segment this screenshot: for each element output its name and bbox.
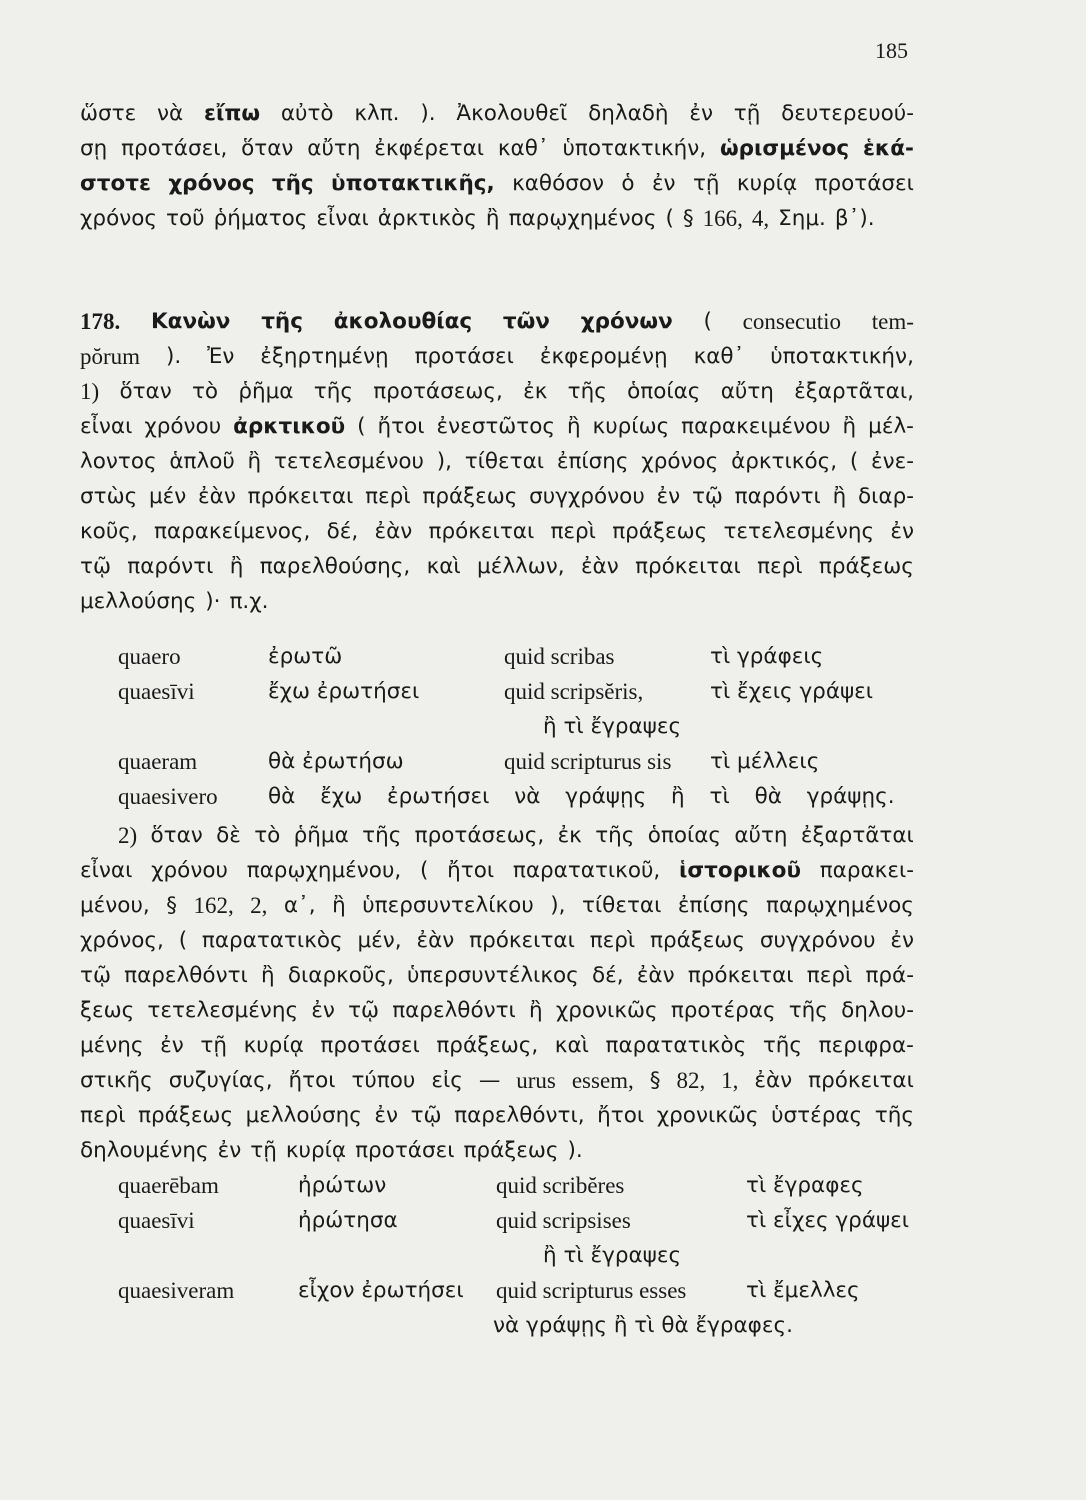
word: σῃ xyxy=(80,136,108,161)
word: δέ, xyxy=(326,519,359,544)
word: ὑποτακτικήν, xyxy=(562,136,707,161)
word: εἶναι xyxy=(80,414,133,439)
text-line xyxy=(80,339,914,374)
word: τετελεσμένης xyxy=(723,519,875,544)
word: π.χ. xyxy=(229,589,269,614)
example-gr: ἐρωτῶ xyxy=(268,644,343,669)
word: ). xyxy=(420,101,436,126)
example-table-2 xyxy=(118,1168,914,1343)
word: μένης xyxy=(80,1033,144,1058)
word: παρελθόντι, xyxy=(454,1103,585,1128)
word: χρόνος, xyxy=(80,928,164,953)
word: ( xyxy=(849,449,859,474)
word: Ἐν xyxy=(207,344,235,369)
word: ὁποίας xyxy=(627,379,701,404)
word: καὶ xyxy=(554,1033,589,1058)
word: ἀρκτικός, xyxy=(731,449,838,474)
word: τῆς xyxy=(595,823,635,848)
word: παρῳχημένος xyxy=(508,206,657,231)
word: διαρ- xyxy=(857,484,914,509)
word: παρακείμενος, xyxy=(153,519,311,544)
text-line xyxy=(80,479,914,514)
text-line xyxy=(80,201,914,236)
word: τῷ xyxy=(80,963,111,988)
text-line xyxy=(80,1063,914,1098)
word: pŏrum xyxy=(80,344,141,369)
word: ἑκά- xyxy=(862,136,914,161)
word: συγχρόνου xyxy=(529,484,645,509)
example-tr: τὶ ἔχεις γράψει xyxy=(710,679,874,704)
word: τῆς xyxy=(874,1103,914,1128)
word: δηλου- xyxy=(841,998,914,1023)
text-line xyxy=(80,304,914,339)
word: ἁπλοῦ xyxy=(169,449,235,474)
word: δέ, xyxy=(591,963,624,988)
text-line xyxy=(80,818,914,853)
word: πράξεως xyxy=(138,1103,234,1128)
word: ἐν xyxy=(689,101,713,126)
word: ὑστέρας xyxy=(771,1103,863,1128)
word: πρόκειται xyxy=(247,484,354,509)
word: κοῦς, xyxy=(80,519,138,544)
example-tr: τὶ γράφεις xyxy=(710,644,824,669)
word: περὶ xyxy=(365,484,411,509)
paragraph-178 xyxy=(80,304,914,619)
word: χρονικῶς xyxy=(555,998,658,1023)
word: καθ᾽ xyxy=(497,136,549,161)
word: ἢ xyxy=(485,206,500,231)
word: ἐν xyxy=(217,1138,242,1163)
word: ἢ xyxy=(842,414,857,439)
word: δευτερευού- xyxy=(781,101,914,126)
word: εἶναι xyxy=(316,206,369,231)
word: ὑποτακτικῆς, xyxy=(331,171,495,196)
word: τοῦ xyxy=(166,206,205,231)
example-gr: ἠρώτων xyxy=(298,1173,387,1198)
word: ἐκ xyxy=(557,823,582,848)
word: ἐν xyxy=(656,484,681,509)
word: περὶ xyxy=(589,928,636,953)
text-line xyxy=(80,958,914,993)
word: 1, xyxy=(721,1068,739,1093)
word: τὸ xyxy=(254,823,281,848)
word: ἢ xyxy=(247,449,262,474)
word: ξεως xyxy=(80,998,135,1023)
word: μέλ- xyxy=(868,414,914,439)
text-line xyxy=(80,166,914,201)
word: ἐν xyxy=(374,1103,399,1128)
word: κυρίᾳ xyxy=(285,1138,347,1163)
word: ἤτοι xyxy=(597,1103,645,1128)
word: αὔτη xyxy=(720,379,774,404)
word: 1) xyxy=(80,379,100,404)
word: προτάσει xyxy=(414,344,514,369)
word: ἐν xyxy=(890,928,914,953)
word: ὁ xyxy=(621,171,635,196)
example-row xyxy=(118,639,914,674)
word: παρατατικὸς xyxy=(201,928,343,953)
word: μέν, xyxy=(357,928,402,953)
example-tr: τὶ εἶχες γράψει xyxy=(746,1208,910,1233)
text-line xyxy=(80,1133,914,1168)
word: Ἀκολουθεῖ xyxy=(456,101,568,126)
example-gr: εἶχον ἐρωτήσει xyxy=(298,1278,464,1303)
word: διαρκοῦς, xyxy=(287,963,394,988)
word: παρελθόντι xyxy=(124,963,248,988)
word: πράξεως xyxy=(422,484,518,509)
word: ὁποίας xyxy=(647,823,722,848)
word: τῆς xyxy=(567,379,607,404)
word: δὲ xyxy=(216,823,241,848)
word: παρόντι xyxy=(127,554,214,579)
word: ὡρισμένος xyxy=(719,136,850,161)
word: ὅταν xyxy=(241,136,294,161)
word: β᾽). xyxy=(834,206,875,231)
word: ἐνεστῶτος xyxy=(436,414,555,439)
word: 4, xyxy=(751,206,770,231)
word: 82, xyxy=(676,1068,706,1093)
word: ( xyxy=(420,858,429,883)
example-lat: quaesīvi xyxy=(118,1208,195,1233)
word: ἐξαρτᾶται xyxy=(800,823,914,848)
word: ἢ xyxy=(529,998,543,1023)
word: τύπου xyxy=(351,1068,416,1093)
example-gr: ἠρώτησα xyxy=(298,1208,398,1233)
example-tr: νὰ γράψῃς ἢ τὶ θὰ ἔγραφες. xyxy=(493,1313,793,1338)
text-line xyxy=(80,131,914,166)
paragraph-1 xyxy=(80,96,914,236)
word: ἐνε- xyxy=(870,449,914,474)
word: consecutio xyxy=(742,309,842,334)
word: πρόκειται xyxy=(428,519,535,544)
word: — xyxy=(478,1068,501,1093)
word: πράξεως xyxy=(818,554,914,579)
page-number: 185 xyxy=(875,38,908,63)
word: πρόκειται xyxy=(469,928,575,953)
example-quid: quid scribĕres xyxy=(496,1173,625,1198)
word: τετελεσμένης xyxy=(147,998,299,1023)
word: καθ᾽ xyxy=(693,344,745,369)
word: πράξεως xyxy=(612,519,708,544)
word: παρῳχημένου, xyxy=(246,858,402,883)
example-lat: quaerēbam xyxy=(118,1173,219,1198)
word: παρακει- xyxy=(819,858,914,883)
word: τῆς xyxy=(271,171,314,196)
example-quid: quid scripsĕris, xyxy=(504,679,644,704)
word: κυρίως xyxy=(592,414,670,439)
word: προτάσει xyxy=(355,1138,455,1163)
word: παρόντι xyxy=(734,484,821,509)
word: περὶ xyxy=(550,519,596,544)
word: τίθεται xyxy=(581,893,662,918)
word: κλπ. xyxy=(354,101,400,126)
text-line xyxy=(80,584,914,619)
word: περιφρα- xyxy=(818,1033,914,1058)
word: ὅταν xyxy=(150,823,203,848)
word: τῆς xyxy=(788,998,828,1023)
text-line xyxy=(80,853,914,888)
word: ὑπερσυντελίκου xyxy=(362,893,534,918)
word: § xyxy=(166,893,177,918)
word: 2) xyxy=(118,823,138,848)
word: )· xyxy=(205,589,221,614)
word: τετελεσμένου xyxy=(273,449,424,474)
word: παρελθούσης, xyxy=(259,554,411,579)
word: παρῳχημένος xyxy=(766,893,914,918)
word: ἐὰν xyxy=(636,963,675,988)
text-line xyxy=(80,514,914,549)
word: τῇ xyxy=(200,1033,227,1058)
word: ἐκφερομένῃ xyxy=(539,344,668,369)
example-lat: quaesiveram xyxy=(118,1278,235,1303)
word: στοτε xyxy=(80,171,151,196)
word: 166, xyxy=(702,206,743,231)
example-table-1 xyxy=(118,639,914,814)
word: τὸ xyxy=(191,379,219,404)
word: τῷ xyxy=(348,998,380,1023)
word: προτάσεως, xyxy=(373,379,503,404)
example-tr: τὶ ἔμελλες xyxy=(746,1278,860,1303)
word: προτάσει xyxy=(814,171,914,196)
word: Κανὼν xyxy=(151,309,231,334)
word: πράξεως xyxy=(650,928,746,953)
example-tr: τὶ μέλλεις xyxy=(710,749,820,774)
word: ἤτοι xyxy=(447,858,495,883)
text-line xyxy=(80,993,914,1028)
word: μέν xyxy=(148,484,187,509)
word: παρελθόντι xyxy=(392,998,516,1023)
word: Σημ. xyxy=(778,206,826,231)
word: προτάσει, xyxy=(121,136,228,161)
word: ἐὰν xyxy=(416,928,455,953)
example-row xyxy=(118,1238,914,1273)
word: χρόνος xyxy=(80,206,158,231)
word: τῷ xyxy=(80,554,111,579)
word: ( xyxy=(703,309,712,334)
word: ἐξαρτᾶται, xyxy=(794,379,914,404)
word: προτάσει xyxy=(320,1033,420,1058)
word: ). xyxy=(165,344,182,369)
word: ), xyxy=(436,449,452,474)
example-quid: quid scripturus sis xyxy=(504,749,672,774)
word: τίθεται xyxy=(464,449,545,474)
word: χρόνων xyxy=(580,309,673,334)
word: § xyxy=(682,206,694,231)
word: πρά- xyxy=(865,963,914,988)
word: τῇ xyxy=(733,101,761,126)
word: ἐὰν xyxy=(374,519,413,544)
example-row xyxy=(118,1308,914,1343)
example-gr: θὰ ἔχω ἐρωτήσει νὰ γράψῃς ἢ τὶ θὰ γράψῃς. xyxy=(268,784,895,809)
word: εἴπω xyxy=(203,101,261,126)
text-line xyxy=(80,1028,914,1063)
word: τῇ xyxy=(692,171,720,196)
example-row xyxy=(118,1203,914,1238)
example-quid: quid scripturus esses xyxy=(496,1278,687,1303)
word: συζυγίας, xyxy=(168,1068,273,1093)
example-row xyxy=(118,1273,914,1308)
example-row xyxy=(118,709,914,744)
word: ὑποτακτικήν, xyxy=(770,344,914,369)
word: λοντος xyxy=(80,449,157,474)
word: ἀρκτικοῦ xyxy=(233,414,346,439)
word: πρόκειται xyxy=(687,963,794,988)
word: ὥστε xyxy=(80,101,137,126)
word: χρόνος xyxy=(641,449,719,474)
word: τῆς xyxy=(362,823,402,848)
word: αὔτη xyxy=(734,823,788,848)
word: ἐν xyxy=(890,519,914,544)
word: στὼς xyxy=(80,484,138,509)
word: αὐτὸ xyxy=(280,101,334,126)
example-tr: ἢ τὶ ἔγραψες xyxy=(543,1243,682,1268)
example-row xyxy=(118,1168,914,1203)
word: ἢ xyxy=(566,414,581,439)
word: καθόσον xyxy=(512,171,605,196)
word: κυρίᾳ xyxy=(736,171,798,196)
word: ῥήματος xyxy=(213,206,308,231)
example-row xyxy=(118,779,914,814)
word: τῇ xyxy=(250,1138,277,1163)
text-line xyxy=(80,923,914,958)
word: ). xyxy=(567,1138,583,1163)
word: ἢ xyxy=(832,484,847,509)
word: ἐκ xyxy=(523,379,548,404)
word: ῥῆμα xyxy=(293,823,349,848)
word: πρόκειται xyxy=(635,554,741,579)
word: τῆς xyxy=(313,379,353,404)
example-lat: quaeram xyxy=(118,749,198,774)
word: περὶ xyxy=(80,1103,126,1128)
example-gr: θὰ ἐρωτήσω xyxy=(268,749,404,774)
text-line xyxy=(80,549,914,584)
word: παρατατικοῦ, xyxy=(512,858,661,883)
word: ἢ xyxy=(261,963,275,988)
word: ἐὰν xyxy=(754,1068,793,1093)
word: καὶ xyxy=(426,554,461,579)
word: παρατατικὸς xyxy=(605,1033,747,1058)
word: 178. xyxy=(80,309,121,334)
text-line xyxy=(80,374,914,409)
example-lat: quaesivero xyxy=(118,784,218,809)
text-line xyxy=(80,444,914,479)
word: 162, xyxy=(193,893,234,918)
word: πράξεως xyxy=(463,1138,559,1163)
word: ἤτοι xyxy=(288,1068,336,1093)
word: ἀρκτικὸς xyxy=(377,206,477,231)
example-tr: ἢ τὶ ἔγραψες xyxy=(543,714,682,739)
example-gr: ἔχω ἐρωτήσει xyxy=(268,679,420,704)
word: δηλαδὴ xyxy=(588,101,669,126)
example-lat: quaero xyxy=(118,644,181,669)
word: essem, xyxy=(571,1068,634,1093)
word: παρακειμένου xyxy=(681,414,831,439)
word: ἐπίσης xyxy=(556,449,629,474)
word: μένου, xyxy=(80,893,150,918)
word: χρονικῶς xyxy=(656,1103,759,1128)
word: ( xyxy=(178,928,188,953)
word: τῶν xyxy=(502,309,550,334)
word: ἢ xyxy=(229,554,244,579)
text-line xyxy=(80,96,914,131)
word: τῷ xyxy=(410,1103,442,1128)
word: ἐν xyxy=(311,998,335,1023)
word: ἐκφέρεται xyxy=(374,136,485,161)
word: 2, xyxy=(250,893,268,918)
text-line xyxy=(80,888,914,923)
word: τῆς xyxy=(762,1033,803,1058)
word: ὅταν xyxy=(119,379,172,404)
word: χρόνος xyxy=(168,171,255,196)
word: περὶ xyxy=(757,554,803,579)
example-quid: quid scribas xyxy=(504,644,615,669)
example-quid: quid scripsises xyxy=(496,1208,631,1233)
word: ( xyxy=(357,414,366,439)
word: ἐξηρτημένῃ xyxy=(260,344,389,369)
word: νὰ xyxy=(157,101,184,126)
word: τῆς xyxy=(261,309,303,334)
word: § xyxy=(649,1068,661,1093)
word: ἤτοι xyxy=(377,414,425,439)
word: ἐὰν xyxy=(198,484,236,509)
word: πρόκειται xyxy=(808,1068,914,1093)
word: κυρίᾳ xyxy=(243,1033,304,1058)
word: ἐν xyxy=(651,171,676,196)
word: μέλλων, xyxy=(477,554,565,579)
word: ἐπίσης xyxy=(677,893,750,918)
example-row xyxy=(118,744,914,779)
word: tem- xyxy=(871,309,914,334)
word: προτέρας xyxy=(670,998,776,1023)
text-line xyxy=(80,1098,914,1133)
paragraph-2 xyxy=(80,818,914,1168)
word: α᾽, xyxy=(283,893,316,918)
text-line xyxy=(80,409,914,444)
word: ἐὰν xyxy=(580,554,619,579)
example-lat: quaesīvi xyxy=(118,679,195,704)
word: στικῆς xyxy=(80,1068,153,1093)
word: χρόνου xyxy=(144,414,222,439)
word: urus xyxy=(516,1068,556,1093)
word: συγχρόνου xyxy=(759,928,876,953)
word: περὶ xyxy=(806,963,853,988)
word: ἱστορικοῦ xyxy=(679,858,801,883)
example-tr: τὶ ἔγραφες xyxy=(746,1173,864,1198)
word: δηλουμένης xyxy=(80,1138,209,1163)
word: χρόνου xyxy=(151,858,228,883)
word: μελλούσης xyxy=(80,589,197,614)
word: ὑπερσυντέλικος xyxy=(407,963,579,988)
word: ἐν xyxy=(160,1033,184,1058)
word: προτάσεως, xyxy=(414,823,545,848)
word: ), xyxy=(550,893,566,918)
word: ῥῆμα xyxy=(238,379,294,404)
example-row xyxy=(118,674,914,709)
word: πράξεως, xyxy=(436,1033,539,1058)
word: τῷ xyxy=(691,484,723,509)
word: ἀκολουθίας xyxy=(333,309,473,334)
word: εἰς xyxy=(431,1068,463,1093)
word: αὔτη xyxy=(307,136,361,161)
word: μελλούσης xyxy=(245,1103,362,1128)
word: ἢ xyxy=(332,893,346,918)
word: εἶναι xyxy=(80,858,133,883)
word: ( xyxy=(665,206,674,231)
